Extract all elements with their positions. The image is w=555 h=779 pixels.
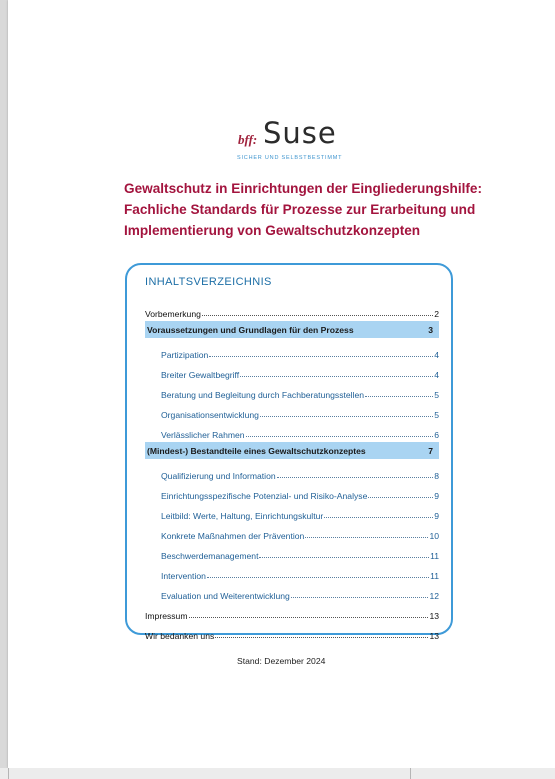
toc-leader-dots: [368, 496, 433, 498]
toc-entry[interactable]: [145, 380, 439, 400]
toc-entry-page: 2: [434, 309, 439, 319]
toc-entry[interactable]: [145, 442, 439, 459]
toc-entry-page: 9: [434, 511, 439, 521]
toc-leader-dots: [365, 395, 433, 397]
toc-leader-dots: [260, 415, 433, 417]
toc-entry-label: Evaluation und Weiterentwicklung: [161, 591, 290, 601]
page-edge-mark: [8, 768, 9, 779]
toc-entry[interactable]: [145, 501, 439, 521]
toc-entry-label: Partizipation: [161, 350, 209, 360]
toc-leader-dots: [189, 616, 429, 618]
toc-entry[interactable]: [145, 340, 439, 360]
toc-entry[interactable]: [145, 541, 439, 561]
logo-name: Suse: [263, 116, 337, 150]
page-edge-mark: [410, 768, 411, 779]
toc-entry-page: 3: [428, 324, 433, 335]
toc-entry-label: Beratung und Begleitung durch Fachberatungsstellen: [161, 390, 365, 400]
toc-entry-page: 12: [429, 591, 439, 601]
title-line: Implementierung von Gewaltschutzkonzepten: [124, 223, 421, 238]
toc-entry-label: Beschwerdemanagement: [161, 551, 259, 561]
toc-leader-dots: [324, 516, 433, 518]
toc-entry-label: Qualifizierung und Information: [161, 471, 276, 481]
toc-list: [145, 299, 439, 641]
toc-entry-label: Organisationsentwicklung: [161, 410, 259, 420]
toc-entry[interactable]: [145, 420, 439, 440]
logo-prefix: bff:: [238, 132, 258, 147]
toc-entry-label: Breiter Gewaltbegriff: [161, 370, 240, 380]
toc-leader-dots: [246, 435, 434, 437]
next-page-edge: [0, 768, 555, 779]
toc-entry-label: Verlässlicher Rahmen: [161, 430, 245, 440]
toc-entry[interactable]: [145, 561, 439, 581]
toc-entry-label: Intervention: [161, 571, 206, 581]
toc-leader-dots: [202, 314, 433, 316]
suse-logo: [229, 118, 359, 166]
toc-entry[interactable]: [145, 581, 439, 601]
toc-entry[interactable]: [145, 299, 439, 319]
toc-leader-dots: [305, 536, 428, 538]
toc-leader-dots: [209, 355, 433, 357]
toc-entry-page: 10: [429, 531, 439, 541]
toc-entry-page: 8: [434, 471, 439, 481]
toc-leader-dots: [240, 375, 433, 377]
toc-entry-page: 13: [429, 611, 439, 621]
toc-entry-page: 5: [434, 410, 439, 420]
toc-entry-page: 6: [434, 430, 439, 440]
toc-entry-label: Wir bedanken uns: [145, 631, 215, 641]
document-page: [8, 0, 555, 768]
toc-entry-label: Impressum: [145, 611, 188, 621]
table-of-contents: [125, 263, 453, 641]
toc-entry[interactable]: [145, 461, 439, 481]
toc-leader-dots: [291, 596, 429, 598]
toc-entry-page: 5: [434, 390, 439, 400]
logo-tagline: SICHER UND SELBSTBESTIMMT: [237, 155, 343, 161]
title-line: Gewaltschutz in Einrichtungen der Eingliederungshilfe:: [124, 181, 483, 196]
toc-leader-dots: [207, 576, 429, 578]
stand-date: Stand: Dezember 2024: [237, 656, 326, 666]
toc-leader-dots: [259, 556, 429, 558]
toc-entry[interactable]: [145, 400, 439, 420]
toc-entry-page: 11: [430, 571, 439, 581]
toc-entry[interactable]: [145, 321, 439, 338]
toc-entry-label: Leitbild: Werte, Haltung, Einrichtungskultur: [161, 511, 324, 521]
toc-entry[interactable]: [145, 360, 439, 380]
toc-entry[interactable]: [145, 621, 439, 641]
toc-heading: INHALTSVERZEICHNIS: [145, 276, 272, 288]
toc-entry-label: Einrichtungsspezifische Potenzial- und Risiko-Analyse: [161, 491, 368, 501]
toc-entry-page: 9: [434, 491, 439, 501]
toc-entry-label: Vorbemerkung: [145, 309, 201, 319]
toc-entry-label: Konkrete Maßnahmen der Prävention: [161, 531, 305, 541]
title-line: Fachliche Standards für Prozesse zur Erarbeitung und: [124, 202, 476, 217]
toc-leader-dots: [277, 476, 434, 478]
toc-entry[interactable]: [145, 521, 439, 541]
toc-entry-page: 7: [428, 445, 433, 456]
document-title: [124, 178, 524, 241]
toc-leader-dots: [215, 636, 428, 638]
toc-entry-page: 13: [429, 631, 439, 641]
toc-entry[interactable]: [145, 481, 439, 501]
toc-entry-page: 11: [430, 551, 439, 561]
toc-entry[interactable]: [145, 601, 439, 621]
toc-entry-page: 4: [434, 350, 439, 360]
toc-entry-label: (Mindest-) Bestandteile eines Gewaltschutzkonzeptes: [147, 445, 366, 456]
toc-entry-page: 4: [434, 370, 439, 380]
toc-entry-label: Voraussetzungen und Grundlagen für den Prozess: [147, 324, 354, 335]
